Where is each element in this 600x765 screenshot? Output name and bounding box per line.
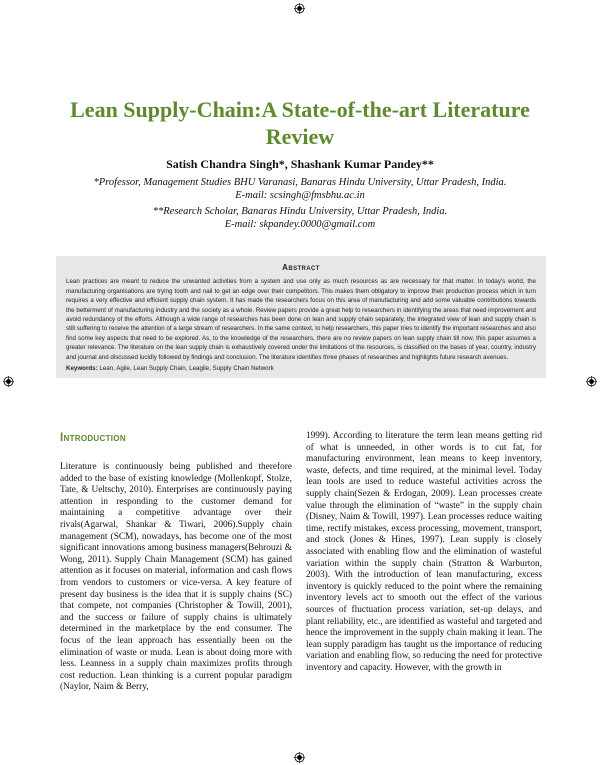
registration-mark-icon [586, 376, 597, 387]
section-heading-introduction: Introduction [60, 432, 126, 444]
body-column-right: 1999). According to literature the term lean means getting rid of what is unneeded, in other words is to cut fat, for manufacturing environment, lean means to keep inventory, waste, defects, and time required, at the minimal level. Today lean tools are used to reduce wasteful activities across the supply chain(Sezen & Erdogan, 2009). Lean processes create value through the elimination of “waste” in the supply chain (Disney, Naim & Towill, 1997). Lean processes reduce waiting time, rectify mistakes, excess processing, movement, transport, and stock (Jones & Hines, 1997). Lean supply is closely associated with enabling flow and the elimination of wasteful variation within the supply chain (Stratton & Warburton, 2003). With the introduction of lean manufacturing, excess inventory is quickly reduced to the point where the remaining inventory levels act to smooth out the effect of the various sources of fluctuation process variation, set-up delays, and plant reliability, etc., are identified as wasteful and targeted and hence the improvement in the supply chain making it lean. The lean supply paradigm has taught us the importance of reducing variation and enabling flow, so reducing the need for protective inventory and capacity. However, with the growth in [306, 431, 542, 673]
author-list: Satish Chandra Singh*, Shashank Kumar Pandey** [166, 157, 434, 171]
keywords [56, 362, 546, 373]
abstract-text: Lean practices are meant to reduce the unwanted activities from a system and use only as much resources as are necessary for that matter. In today's world, the manufacturing organisations are trying tooth and nail to get an edge over their competitors. This makes them obligatory to improve their production process which in turn requires a very effective and efficient supply chain system. It has made the researchers focus on this area of manufacturing and add some valuable contributions towards the betterment of manufacturing industry and the society as a whole. Review papers provide a great help to researchers in identifying the areas that need improvement and avoid redundancy of the efforts. Although a wide range of researches has been done on lean and supply chain separately, the integrated view of lean and supply chain is still suffering to receive the attention of a large stream of researchers. In the same context, to help researchers, this paper tries to identify the important researches and also find some key aspects that need to be explored. As, to the knowledge of the researchers, there are no review papers on lean supply chain till now, this paper assumes a greater relevance. The literature on the lean supply chain is exhaustively covered under the limitations of the resources, is classified on the bases of year, country, industry and journal and discussed lucidly followed by findings and conclusion. The literature identifies three phases of researches and highlights future research avenues. [66, 278, 536, 361]
abstract-box [56, 256, 546, 378]
registration-mark-icon [3, 376, 14, 387]
paper-title: Lean Supply-Chain:A State-of-the-art Literature Review [70, 97, 530, 149]
email-2: E-mail: skpandey.0000@gmail.com [224, 219, 376, 230]
email-1: E-mail: scsingh@fmsbhu.ac.in [235, 190, 365, 201]
keywords-label: Keywords: [66, 365, 98, 373]
body-column-left: Literature is continuously being published and therefore added to the base of existing knowledge (Mollenkopf, Stolze, Tate, & Ueltschy, 2010). Enterprises are continuously paying attention in responding to the customer demand for maintaining a competitive advantage over their rivals(Agarwal, Shankar & Tiwari, 2006).Supply chain management (SCM), nowadays, has become one of the most significant innovations among business managers(Behrouzi & Wong, 2011). Supply Chain Management (SCM) has gained attention as it focuses on material, information and cash flows from vendors to customers or vice-versa. A key feature of present day business is the idea that it is supply chains (SC) that compete, not companies (Christopher & Towill, 2001), and the success or failure of supply chains is ultimately determined in the marketplace by the end consumer. The focus of the lean approach has essentially been on the elimination of waste or muda. Lean is about doing more with less. Leanness in a supply chain maximizes profits through cost reduction. Lean thinking is a current popular paradigm (Naylor, Naim & Berry, [60, 462, 292, 693]
registration-mark-icon [294, 752, 305, 763]
abstract-heading: Abstract [282, 263, 320, 272]
affiliation-1: *Professor, Management Studies BHU Varanasi, Banaras Hindu University, Uttar Pradesh, India. [93, 177, 507, 188]
registration-mark-icon [294, 3, 305, 14]
affiliation-2: **Research Scholar, Banaras Hindu University, Uttar Pradesh, India. [152, 206, 448, 217]
keywords-list: Lean, Agile, Lean Supply Chain, Leagile, Supply Chain Network [99, 365, 274, 373]
